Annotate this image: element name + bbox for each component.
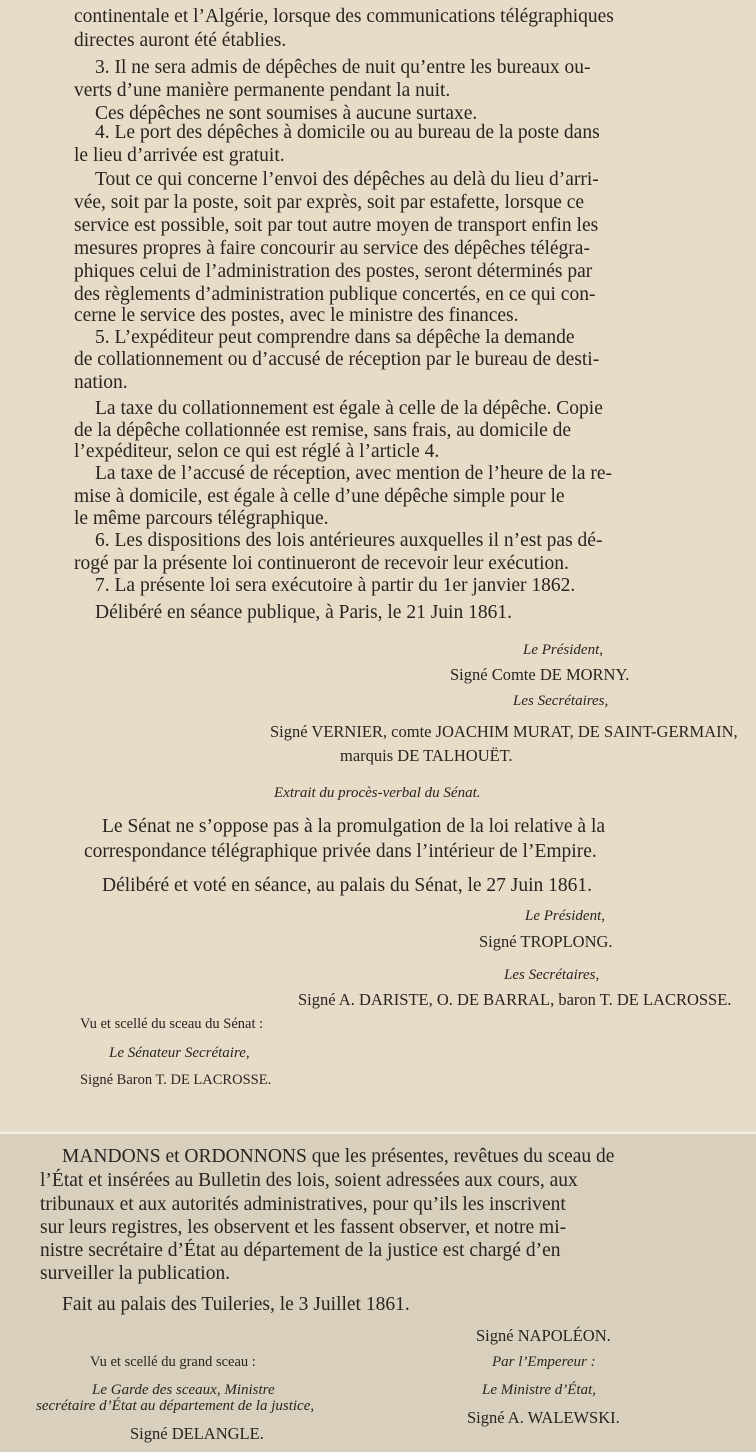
napoleon-signature: Signé NAPOLÉON. [476,1326,611,1345]
text-line: mise à domicile, est égale à celle d’une dépêche simple pour le [74,486,565,507]
text-line: 4. Le port des dépêches à domicile ou au bureau de la poste dans [95,122,600,143]
text-line: de la dépêche collationnée est remise, sans frais, au domicile de [74,420,572,441]
mandons-text-line: sur leurs registres, les observent et les fassent observer, et notre mi- [40,1217,567,1238]
mandons-text-line: MANDONS et ORDONNONS que les présentes, revêtues du sceau de [62,1146,615,1167]
senat-text-line: Le Sénat ne s’oppose pas à la promulgation de la loi relative à la [102,816,606,837]
text-line: La taxe de l’accusé de réception, avec mention de l’heure de la re- [95,463,613,484]
text-line: vée, soit par la poste, soit par exprès, soit par estafette, lorsque ce [74,192,585,213]
text-line: rogé par la présente loi continueront de recevoir leur exécution. [74,553,569,574]
vu-grand-sceau: Vu et scellé du grand sceau : [90,1354,256,1370]
text-line: des règlements d’administration publique concertés, en ce qui con- [74,284,596,305]
text-line: de collationnement ou d’accusé de réception par le bureau de desti- [74,349,600,370]
senat-secretaires-signature: Signé A. DARISTE, O. DE BARRAL, baron T. DE LACROSSE. [298,990,732,1009]
text-line: 6. Les dispositions des lois antérieures auxquelles il n’est pas dé- [95,530,603,551]
walewski-signature: Signé A. WALEWSKI. [467,1408,620,1427]
senat-text-line: correspondance télégraphique privée dans l’intérieur de l’Empire. [84,841,597,862]
senat-secretaires-label: Les Secrétaires, [504,967,600,983]
text-line: le même parcours télégraphique. [74,508,329,529]
text-line: Tout ce qui concerne l’envoi des dépêches au delà du lieu d’arri- [95,169,599,190]
text-line: phiques celui de l’administration des postes, seront déterminés par [74,261,593,282]
text-line: l’expéditeur, selon ce qui est réglé à l’article 4. [74,441,440,462]
delangle-signature: Signé DELANGLE. [130,1424,264,1443]
text-line: 3. Il ne sera admis de dépêches de nuit qu’entre les bureaux ou- [95,57,591,78]
text-line: La taxe du collationnement est égale à celle de la dépêche. Copie [95,398,603,419]
text-line: Délibéré en séance publique, à Paris, le 21 Juin 1861. [95,602,512,623]
text-line: Ces dépêches ne sont soumises à aucune surtaxe. [95,103,478,124]
ministre-etat-label: Le Ministre d’État, [482,1382,597,1398]
fait-line: Fait au palais des Tuileries, le 3 Juillet 1861. [62,1294,410,1315]
secretaires-signature-line-2: marquis DE TALHOUËT. [340,746,513,765]
garde-sceaux-label-2: secrétaire d’État au département de la justice, [36,1398,315,1414]
text-line: 7. La présente loi sera exécutoire à partir du 1er janvier 1862. [95,575,576,596]
mandons-text-line: surveiller la publication. [40,1263,231,1284]
secretaires-label: Les Secrétaires, [513,693,609,709]
text-line: mesures propres à faire concourir au service des dépêches télégra- [74,238,590,259]
mandons-text-line: l’État et insérées au Bulletin des lois, soient adressées aux cours, aux [40,1170,578,1191]
senateur-secretaire-label: Le Sénateur Secrétaire, [109,1045,250,1061]
text-line: 5. L’expéditeur peut comprendre dans sa dépêche la demande [95,327,575,348]
mandons-text-line: tribunaux et aux autorités administratives, pour qu’ils les inscrivent [40,1194,566,1215]
text-line: verts d’une manière permanente pendant la nuit. [74,80,451,101]
text-line: service est possible, soit par tout autre moyen de transport enfin les [74,215,599,236]
senat-president-signature: Signé TROPLONG. [479,932,613,951]
president-signature: Signé Comte DE MORNY. [450,665,630,684]
vu-scelle-senat: Vu et scellé du sceau du Sénat : [80,1016,264,1032]
secretaires-signature-line-1: Signé VERNIER, comte JOACHIM MURAT, DE SAINT-GERMAIN, [270,722,738,741]
senateur-signature: Signé Baron T. DE LACROSSE. [80,1072,272,1088]
extrait-heading: Extrait du procès-verbal du Sénat. [274,785,481,801]
garde-sceaux-label-1: Le Garde des sceaux, Ministre [92,1382,275,1398]
page-lower [0,1134,756,1452]
text-line: nation. [74,372,128,393]
president-label: Le Président, [523,642,603,658]
senat-president-label: Le Président, [525,908,605,924]
text-line: le lieu d’arrivée est gratuit. [74,145,285,166]
senat-text-line: Délibéré et voté en séance, au palais du Sénat, le 27 Juin 1861. [102,875,593,896]
text-line: continentale et l’Algérie, lorsque des communications télégraphiques [74,6,614,27]
mandons-text-line: nistre secrétaire d’État au département de la justice est chargé d’en [40,1240,561,1261]
text-line: cerne le service des postes, avec le ministre des finances. [74,305,519,326]
text-line: directes auront été établies. [74,30,287,51]
par-empereur-label: Par l’Empereur : [492,1354,596,1370]
